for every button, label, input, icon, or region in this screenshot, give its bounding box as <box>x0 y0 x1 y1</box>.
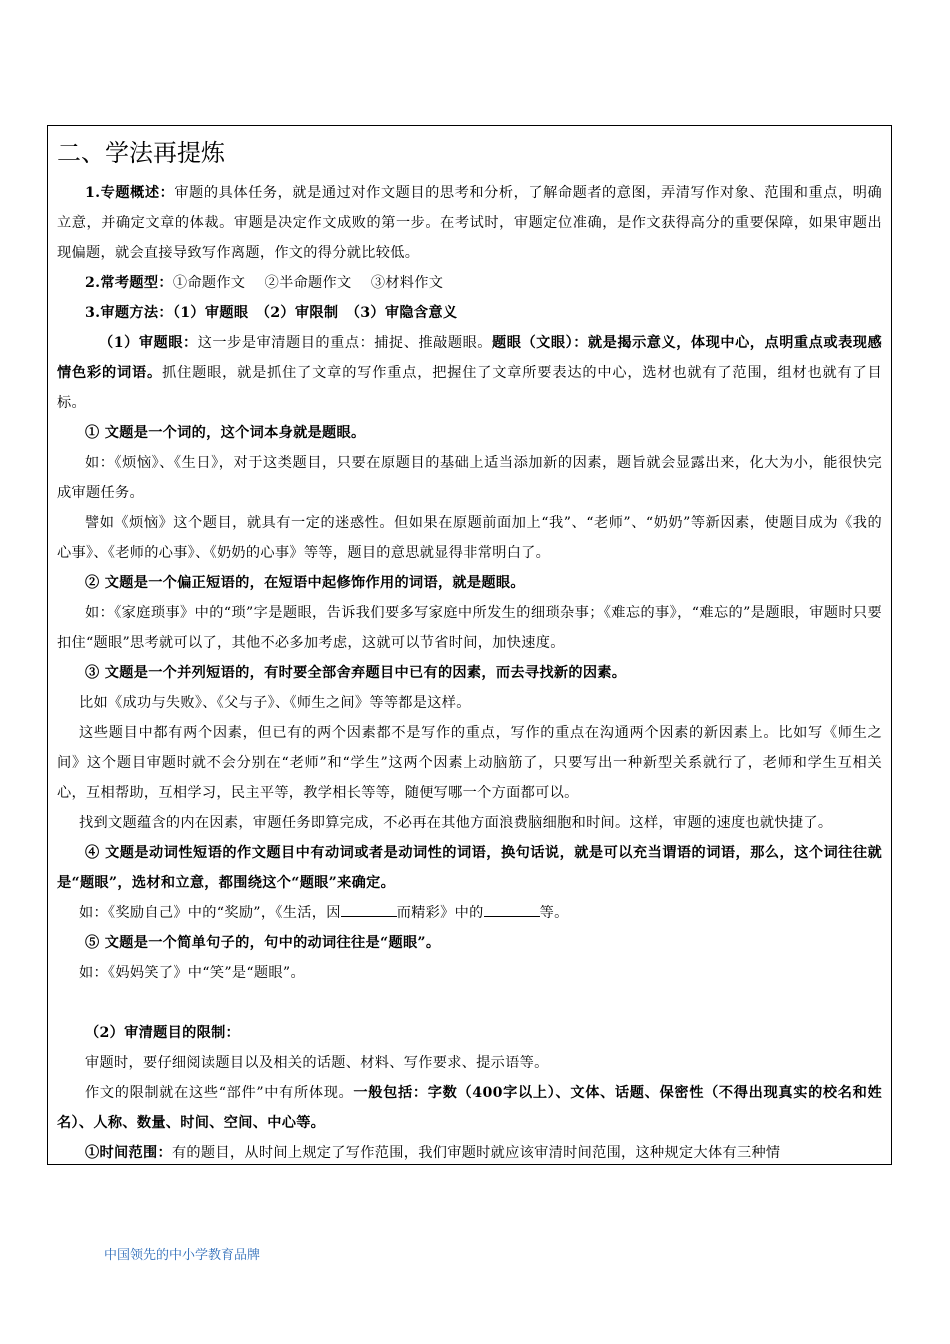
limits-bold: 一般包括：字数（400字以上）、文体、话题、保密性（不得出现真实的校名和姓名）、人称、数量、时间、空间、中心等。 <box>57 1085 882 1131</box>
fill-blank-1 <box>341 902 397 917</box>
point2-heading <box>57 568 882 598</box>
eye-text1: 这一步是审清题目的重点：捕捉、推敲题眼。 <box>197 335 493 351</box>
point4-heading-text: ④ 文题是动词性短语的作文题目中有动词或者是动词性的词语，换句话说，就是可以充当谓语的词语，那么，这个词往往就是“题眼”，选材和立意，都围绕这个“题眼”来确定。 <box>57 845 882 891</box>
overview-label: 1.专题概述： <box>85 185 175 201</box>
overview-text: 审题的具体任务，就是通过对作文题目的思考和分析，了解命题者的意图，弄清写作对象、范围和重点，明确立意，并确定文章的体裁。审题是决定作文成败的第一步。在考试时，审题定位准确，是作文获得高分的重要保障，如果审题出现偏题，就会直接导致写作离题，作文的得分就比较低。 <box>57 185 882 261</box>
point1-detail: 譬如《烦恼》这个题目，就具有一定的迷惑性。但如果在原题前面加上“我”、“老师”、“奶奶”等新因素，使题目成为《我的心事》、《老师的心事》、《奶奶的心事》等等，题目的意思就显得非常明白了。 <box>57 515 882 561</box>
content-frame <box>47 125 892 1165</box>
time-text: 有的题目，从时间上规定了写作范围，我们审题时就应该审清时间范围，这种规定大体有三种情 <box>171 1145 781 1161</box>
point3-example: 比如《成功与失败》、《父与子》、《师生之间》等等都是这样。 <box>79 695 471 711</box>
point3-detail2: 找到文题蕴含的内在因素，审题任务即算完成，不必再在其他方面浪费脑细胞和时间。这样，审题的速度也就快捷了。 <box>79 815 833 831</box>
time-paragraph <box>57 1138 882 1165</box>
point3-detail1: 这些题目中都有两个因素，但已有的两个因素都不是写作的重点，写作的重点在沟通两个因素的新因素上。比如写《师生之间》这个题目审题时就不会分别在“老师”和“学生”这两个因素上动脑筋了，只要写出一种新型关系就行了，老师和学生互相关心，互相帮助，互相学习，民主平等，教学相长等等，随便写哪一个方面都可以。 <box>57 725 882 801</box>
limits-heading <box>57 1018 882 1048</box>
eye-label: （1）审题眼： <box>99 335 198 351</box>
types-label: 2.常考题型： <box>85 275 173 291</box>
methods-text: （1）审题眼 （2）审限制 （3）审隐含意义 <box>172 305 458 321</box>
eye-text2: 抓住题眼，就是抓住了文章的写作重点，把握住了文章所要表达的中心，选材也就有了范围，组材也就有了目标。 <box>57 365 883 411</box>
point5-example: 如：《妈妈笑了》中“笑”是“题眼”。 <box>79 965 305 981</box>
eye-paragraph <box>57 328 882 418</box>
point4-example-c: 等。 <box>539 905 569 921</box>
eye-bold: 题眼（文眼）：就是揭示意义，体现中心，点明重点或表现感情色彩的词语。 <box>57 335 882 381</box>
time-label: ①时间范围： <box>85 1145 172 1161</box>
spacer <box>57 988 882 1018</box>
point4-example-b: 而精彩》中的 <box>396 905 484 921</box>
point1-heading-text: ① 文题是一个词的，这个词本身就是题眼。 <box>85 425 366 441</box>
types-text: ①命题作文 ②半命题作文 ③材料作文 <box>172 275 444 291</box>
point1-heading <box>57 418 882 448</box>
fill-blank-2 <box>484 902 540 917</box>
content-body <box>48 126 891 1165</box>
point4-heading <box>57 838 882 898</box>
limits-text1: 审题时，要仔细阅读题目以及相关的话题、材料、写作要求、提示语等。 <box>85 1055 549 1071</box>
overview-paragraph <box>57 178 882 268</box>
methods-paragraph <box>57 298 882 328</box>
point3-heading-text: ③ 文题是一个并列短语的，有时要全部舍弃题目中已有的因素，而去寻找新的因素。 <box>85 665 627 681</box>
methods-label: 3.审题方法： <box>85 305 173 321</box>
footer-brand: 中国领先的中小学教育品牌 <box>104 1248 261 1263</box>
limits-heading-text: （2）审清题目的限制： <box>85 1025 241 1041</box>
types-paragraph <box>57 268 882 298</box>
point1-example: 如：《烦恼》、《生日》，对于这类题目，只要在原题目的基础上适当添加新的因素，题旨就会显露出来，化大为小，能很快完成审题任务。 <box>57 455 882 501</box>
point3-heading <box>57 658 882 688</box>
limits-text2: 作文的限制就在这些“部件”中有所体现。 <box>85 1085 354 1101</box>
point4-example <box>57 898 882 928</box>
point4-example-a: 如：《奖励自己》中的“奖励”，《生活，因 <box>79 905 341 921</box>
point2-example: 如：《家庭琐事》中的“琐”字是题眼，告诉我们要多写家庭中所发生的细琐杂事；《难忘的事》，“难忘的”是题眼，审题时只要扣住“题眼”思考就可以了，其他不必多加考虑，这就可以节省时间，加快速度。 <box>57 605 882 651</box>
point2-heading-text: ② 文题是一个偏正短语的，在短语中起修饰作用的词语，就是题眼。 <box>85 575 525 591</box>
point5-heading <box>57 928 882 958</box>
section-title: 二、学法再提炼 <box>57 139 225 167</box>
limits-paragraph <box>57 1078 882 1138</box>
point5-heading-text: ⑤ 文题是一个简单句子的，句中的动词往往是“题眼”。 <box>85 935 441 951</box>
